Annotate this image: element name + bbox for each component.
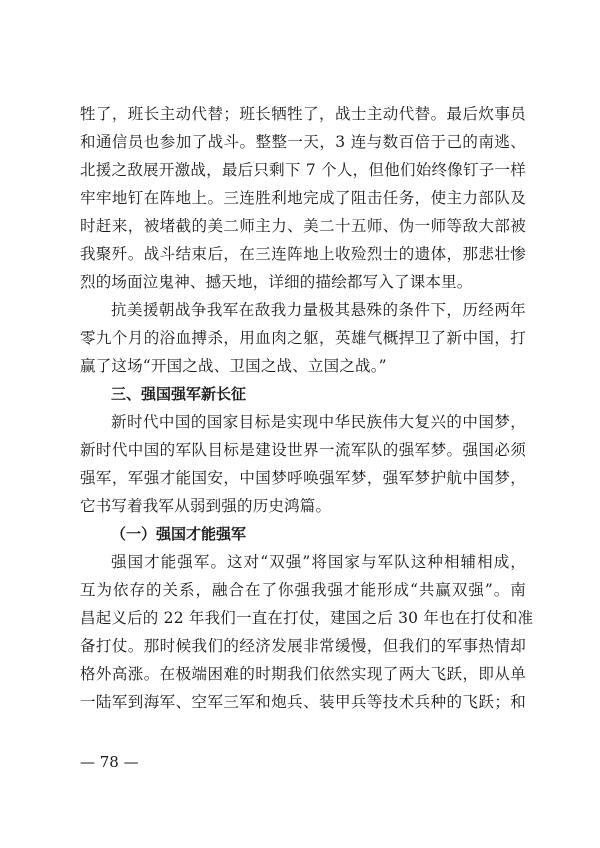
page-number: — 78 — [80,753,139,771]
subsection-heading: （一）强国才能强军 [111,525,247,543]
text-line: 我聚歼。战斗结束后，在三连阵地上收殓烈士的遗体，那悲壮惨 [80,245,526,263]
text-line: 互为依存的关系，融合在了你强我强才能形成“共赢双强”。南 [80,581,526,599]
text-line: 抗美援朝战争我军在敌我力量极其悬殊的条件下，历经两年 [111,301,526,319]
text-line: 和通信员也参加了战斗。整整一天，3 连与数百倍于己的南逃、 [80,133,526,151]
paragraph-1 [80,100,526,296]
text-line: 强国才能强军。这对“双强”将国家与军队这种相辅相成， [111,553,526,571]
text-line: 北援之敌展开激战，最后只剩下 7 个人，但他们始终像钉子一样 [80,161,526,179]
text-line: 备打仗。那时候我们的经济发展非常缓慢，但我们的军事热情却 [80,637,526,655]
text-line: 新时代中国的军队目标是建设世界一流军队的强军梦。强国必须 [80,441,526,459]
text-line: 时赶来，被堵截的美二师主力、美二十五师、伪一师等敌大部被 [80,217,526,235]
text-line: 牲了，班长主动代替；班长牺牲了，战士主动代替。最后炊事员 [80,105,526,123]
text-line: 零九个月的浴血搏杀，用血肉之躯，英雄气概捍卫了新中国，打 [80,329,526,347]
section-heading: 三、强国强军新长征 [111,385,247,403]
text-line: 一陆军到海军、空军三军和炮兵、装甲兵等技术兵种的飞跃；和 [80,693,526,711]
paragraph-3 [80,408,526,520]
paragraph-4 [80,548,534,716]
text-line: 烈的场面泣鬼神、撼天地，详细的描绘都写入了课本里。 [80,273,473,291]
text-line: 它书写着我军从弱到强的历史鸿篇。 [80,497,332,515]
page-body [80,100,534,716]
text-line: 赢了这场“开国之战、卫国之战、立国之战。” [80,357,387,375]
text-line: 格外高涨。在极端困难的时期我们依然实现了两大飞跃，即从单 [80,665,526,683]
paragraph-2 [80,296,526,380]
text-line: 昌起义后的 22 年我们一直在打仗，建国之后 30 年也在打仗和准 [80,609,534,627]
text-line: 新时代中国的国家目标是实现中华民族伟大复兴的中国梦， [111,413,526,431]
text-line: 牢牢地钉在阵地上。三连胜利地完成了阻击任务，使主力部队及 [80,189,526,207]
text-line: 强军，军强才能国安，中国梦呼唤强军梦，强军梦护航中国梦， [80,469,526,487]
